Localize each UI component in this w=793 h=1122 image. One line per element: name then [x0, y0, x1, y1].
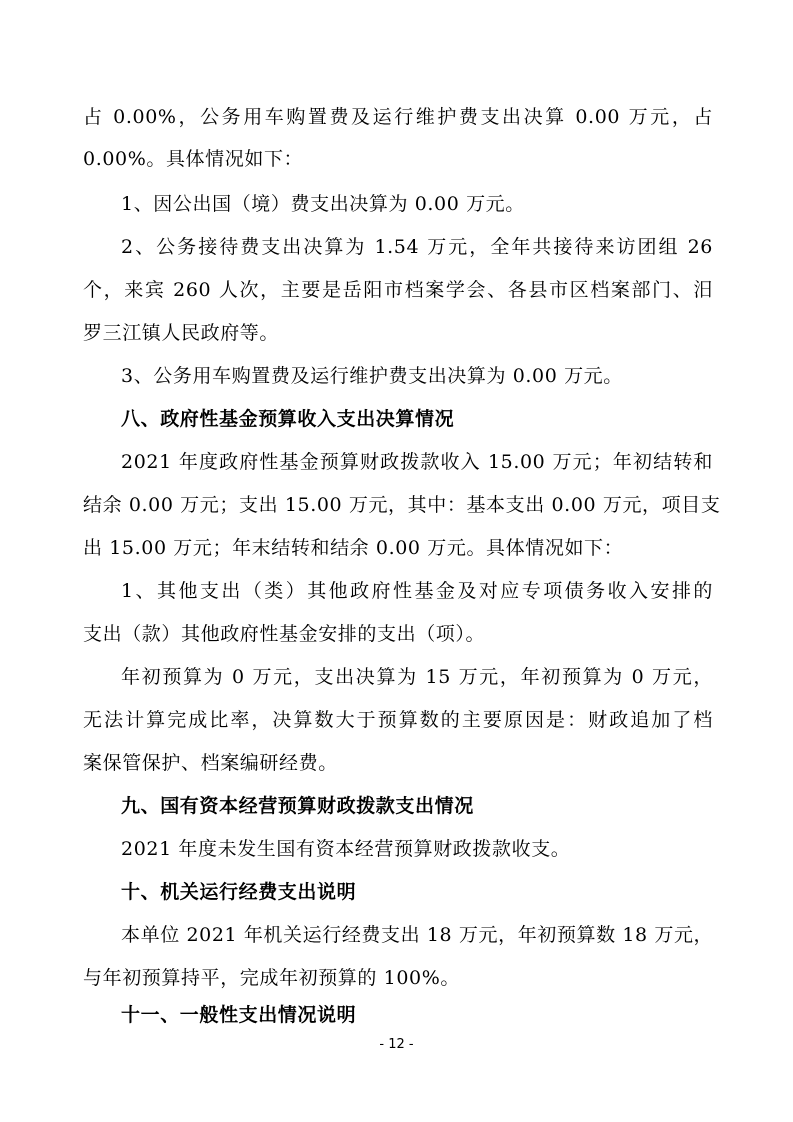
page-number: - 12 -	[379, 1037, 414, 1052]
paragraph-line: 结余 0.00 万元；支出 15.00 万元，其中：基本支出 0.00 万元，项目支	[83, 494, 721, 516]
paragraph-line: 2021 年度未发生国有资本经营预算财政拨款收支。	[121, 838, 571, 860]
paragraph-line: 2021 年度政府性基金预算财政拨款收入 15.00 万元；年初结转和	[121, 451, 713, 473]
section-heading-11: 十一、一般性支出情况说明	[121, 1004, 357, 1026]
paragraph-line: 无法计算完成比率，决算数大于预算数的主要原因是：财政追加了档	[83, 709, 713, 731]
section-heading-9: 九、国有资本经营预算财政拨款支出情况	[121, 795, 474, 817]
paragraph-line: 与年初预算持平，完成年初预算的 100%。	[83, 967, 460, 989]
paragraph-line: 本单位 2021 年机关运行经费支出 18 万元，年初预算数 18 万元，	[121, 924, 714, 946]
paragraph-line: 占 0.00%，公务用车购置费及运行维护费支出决算 0.00 万元，占	[83, 106, 713, 128]
paragraph-line: 1、因公出国（境）费支出决算为 0.00 万元。	[121, 193, 525, 215]
paragraph-line: 出 15.00 万元；年末结转和结余 0.00 万元。具体情况如下：	[83, 537, 624, 559]
paragraph-line: 0.00%。具体情况如下：	[83, 148, 304, 170]
section-heading-8: 八、政府性基金预算收入支出决算情况	[121, 408, 455, 430]
paragraph-line: 年初预算为 0 万元，支出决算为 15 万元，年初预算为 0 万元，	[121, 666, 713, 688]
paragraph-line: 支出（款）其他政府性基金安排的支出（项）。	[83, 623, 486, 645]
paragraph-line: 案保管保护、档案编研经费。	[83, 752, 338, 774]
paragraph-line: 个，来宾 260 人次，主要是岳阳市档案学会、各县市区档案部门、汨	[83, 279, 713, 301]
paragraph-line: 3、公务用车购置费及运行维护费支出决算为 0.00 万元。	[121, 365, 623, 387]
paragraph-line: 罗三江镇人民政府等。	[83, 322, 280, 344]
paragraph-line: 2、公务接待费支出决算为 1.54 万元，全年共接待来访团组 26	[121, 236, 713, 258]
paragraph-line: 1、其他支出（类）其他政府性基金及对应专项债务收入安排的	[121, 580, 713, 602]
section-heading-10: 十、机关运行经费支出说明	[121, 881, 357, 903]
